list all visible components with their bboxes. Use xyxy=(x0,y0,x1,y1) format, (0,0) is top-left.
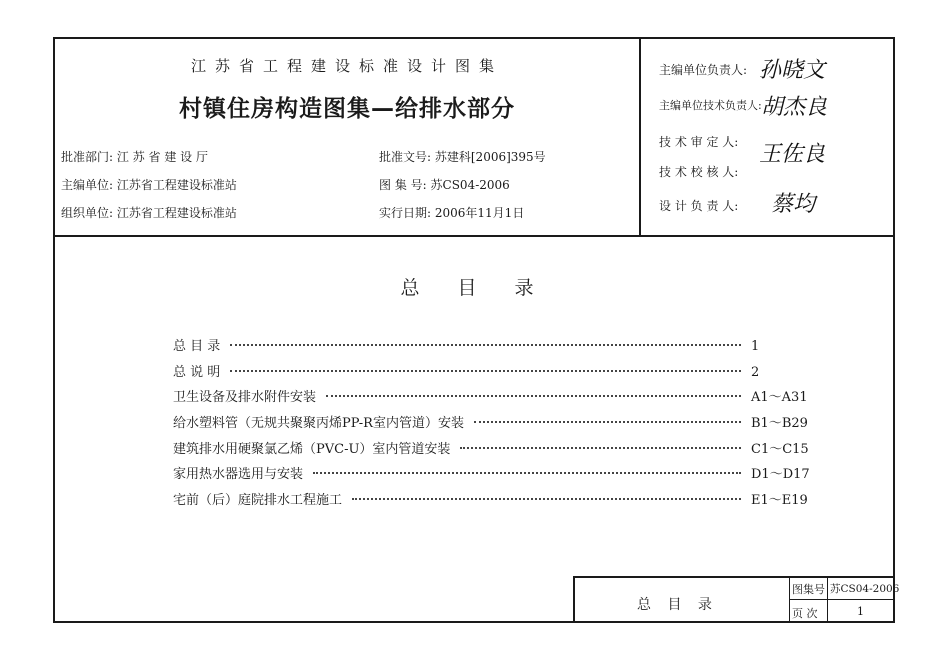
approval-dept-label: 批准部门: xyxy=(61,150,114,164)
leader-dots xyxy=(352,498,741,500)
main-title: 村镇住房构造图集—给排水部分 xyxy=(179,96,515,122)
toc-item-page: E1～E19 xyxy=(751,493,808,509)
signature-5: 蔡均 xyxy=(771,192,816,217)
toc-item-page: B1～B29 xyxy=(751,416,808,432)
responsible-4 xyxy=(659,163,754,180)
responsible-label: 主编单位技术负责人: xyxy=(659,99,762,112)
drawing-frame xyxy=(53,37,900,623)
toc-item-page: C1～C15 xyxy=(751,441,809,457)
toc-item-page: D1～D17 xyxy=(751,467,810,483)
title-block-sheet-title: 总 目 录 xyxy=(637,597,718,613)
signature-3: 王佐良 xyxy=(759,142,826,167)
organizer-unit-value: 江苏省工程建设标准站 xyxy=(116,206,237,220)
toc-item-name: 总 说 明 xyxy=(173,364,221,380)
title-block-left xyxy=(573,576,575,623)
toc-item-name: 宅前（后）庭院排水工程施工 xyxy=(173,493,343,509)
responsible-label: 主编单位负责人: xyxy=(659,63,748,77)
editor-unit-label: 主编单位: xyxy=(61,178,114,192)
leader-dots xyxy=(326,395,741,397)
title-block-atlas-label: 图集号 xyxy=(792,583,825,596)
responsible-label: 设 计 负 责 人: xyxy=(659,199,739,213)
effective-date-value: 2006年11月1日 xyxy=(434,206,525,220)
title-block-page-label: 页 次 xyxy=(792,607,818,620)
atlas-no-value: 苏CS04-2006 xyxy=(430,178,510,192)
editor-unit xyxy=(61,176,237,193)
effective-date xyxy=(379,204,524,221)
approval-no xyxy=(379,148,546,165)
atlas-no xyxy=(379,176,510,193)
title-block-atlas-value: 苏CS04-2006 xyxy=(830,583,900,595)
leader-dots xyxy=(474,421,741,423)
toc-item xyxy=(173,489,813,515)
responsible-5 xyxy=(659,197,754,214)
leader-dots xyxy=(460,447,741,449)
responsible-label: 技 术 审 定 人: xyxy=(659,135,739,149)
organizer-unit xyxy=(61,204,237,221)
toc-item xyxy=(173,361,813,387)
toc-item-name: 总 目 录 xyxy=(173,339,221,354)
approval-dept-value: 江 苏 省 建 设 厅 xyxy=(116,150,208,164)
leader-dots xyxy=(230,370,741,372)
toc-item-page: 1 xyxy=(751,339,760,354)
responsible-3 xyxy=(659,133,754,150)
approval-no-value: 苏建科[2006]395号 xyxy=(434,150,546,164)
title-block-mid xyxy=(789,599,893,600)
toc-item xyxy=(173,412,813,438)
toc-item-page: 2 xyxy=(751,364,760,380)
leader-dots xyxy=(230,344,741,346)
toc-item xyxy=(173,463,813,489)
approval-dept xyxy=(61,148,208,165)
header-vertical-divider xyxy=(639,39,641,235)
atlas-no-label: 图 集 号: xyxy=(379,178,427,192)
signature-2: 胡杰良 xyxy=(761,95,828,120)
header-divider xyxy=(55,235,893,237)
toc-title: 总 目 录 xyxy=(400,277,550,299)
toc-item xyxy=(173,438,813,464)
approval-no-label: 批准文号: xyxy=(379,150,432,164)
responsible-2 xyxy=(659,97,762,113)
responsible-label: 技 术 校 核 人: xyxy=(659,165,739,179)
leader-dots xyxy=(313,472,741,474)
toc-item xyxy=(173,335,813,361)
editor-unit-value: 江苏省工程建设标准站 xyxy=(116,178,237,192)
toc-item-name: 建筑排水用硬聚氯乙烯（PVC-U）室内管道安装 xyxy=(173,441,451,457)
toc-item-name: 卫生设备及排水附件安装 xyxy=(173,390,317,406)
toc-item xyxy=(173,386,813,412)
toc-list xyxy=(173,335,813,515)
signature-1: 孙晓文 xyxy=(759,58,826,83)
toc-item-page: A1～A31 xyxy=(751,390,808,406)
organizer-unit-label: 组织单位: xyxy=(61,206,114,220)
toc-item-name: 家用热水器选用与安装 xyxy=(173,467,304,483)
title-block-top xyxy=(573,576,893,578)
title-block-page-value: 1 xyxy=(857,605,864,618)
responsible-1 xyxy=(659,61,754,78)
effective-date-label: 实行日期: xyxy=(379,206,432,220)
series-title: 江苏省工程建设标准设计图集 xyxy=(190,57,503,75)
toc-item-name: 给水塑料管（无规共聚聚丙烯PP-R室内管道）安装 xyxy=(173,416,464,432)
